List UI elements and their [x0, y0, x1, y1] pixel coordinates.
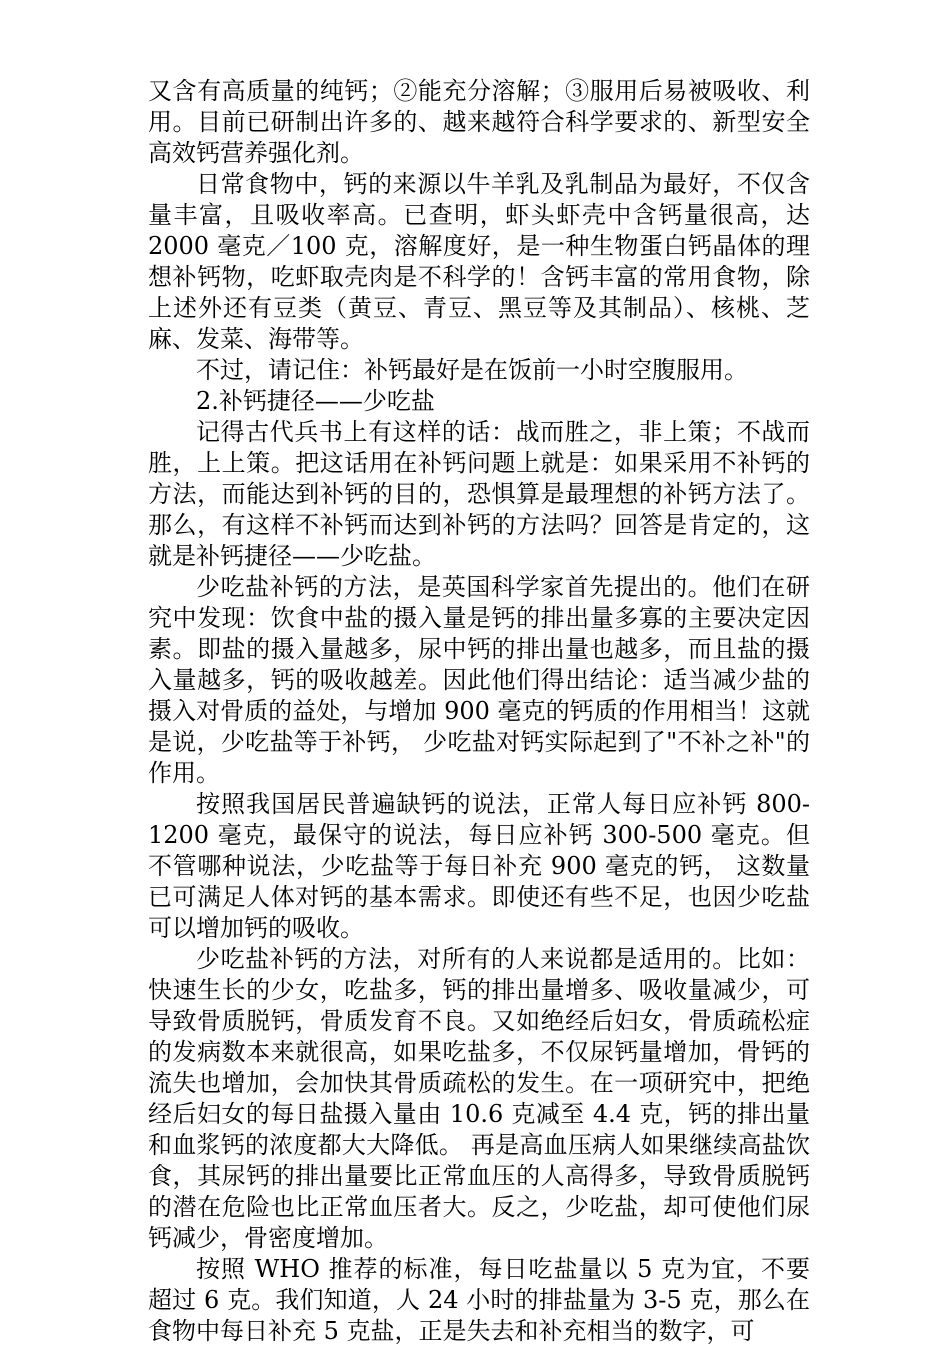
- paragraph-daily-requirement: 按照我国居民普遍缺钙的说法，正常人每日应补钙 800-1200 毫克，最保守的说法，每日应补钙 300-500 毫克。但不管哪种说法，少吃盐等于每日补充 900 毫克的钙， 这数量已可满足人体对钙的基本需求。即使还有些不足，也因少吃盐可以增加钙的吸收。: [148, 790, 810, 942]
- paragraph-reminder: 不过，请记住：补钙最好是在饭前一小时空腹服用。: [196, 356, 748, 384]
- paragraph-military-analogy: 记得古代兵书上有这样的话：战而胜之，非上策；不战而胜，上上策。把这话用在补钙问题上就是：如果采用不补钙的方法，而能达到补钙的目的，恐惧算是最理想的补钙方法了。那么，有这样不补钙而达到补钙的方法吗？回答是肯定的，这就是补钙捷径——少吃盐。: [148, 418, 810, 570]
- paragraph-continuation: 又含有高质量的纯钙；②能充分溶解；③服用后易被吸收、利用。目前已研制出许多的、越来越符合科学要求的、新型安全高效钙营养强化剂。: [148, 77, 810, 167]
- paragraph-british-research: 少吃盐补钙的方法，是英国科学家首先提出的。他们在研究中发现：饮食中盐的摄入量是钙的排出量多寡的主要决定因素。即盐的摄入量越多，尿中钙的排出量也越多，而且盐的摄入量越多，钙的吸收越差。因此他们得出结论：适当减少盐的摄入对骨质的益处，与增加 900 毫克的钙质的作用相当！这就是说，少吃盐等于补钙， 少吃盐对钙实际起到了"不补之补"的作用。: [148, 573, 810, 787]
- paragraph-applicability: 少吃盐补钙的方法，对所有的人来说都是适用的。比如：快速生长的少女，吃盐多，钙的排出量增多、吸收量减少，可导致骨质脱钙，骨质发育不良。又如绝经后妇女，骨质疏松症的发病数本来就很高，如果吃盐多，不仅尿钙量增加，骨钙的流失也增加，会加快其骨质疏松的发生。在一项研究中，把绝经后妇女的每日盐摄入量由 10.6 克减至 4.4 克，钙的排出量和血浆钙的浓度都大大降低。 再是高血压病人如果继续高盐饮食，其尿钙的排出量要比正常血压的人高得多，导致骨质脱钙的潜在危险也比正常血压者大。反之，少吃盐，却可使他们尿钙减少，骨密度增加。: [148, 945, 810, 1252]
- paragraph-who-standard: 按照 WHO 推荐的标准，每日吃盐量以 5 克为宜，不要超过 6 克。我们知道，人 24 小时的排盐量为 3-5 克，那么在食物中每日补充 5 克盐，正是失去和补充相当的数字，可: [148, 1255, 810, 1345]
- paragraph-calcium-sources: 日常食物中，钙的来源以牛羊乳及乳制品为最好，不仅含量丰富，且吸收率高。已查明，虾头虾壳中含钙量很高，达 2000 毫克／100 克，溶解度好，是一种生物蛋白钙晶体的理想补钙物，吃虾取壳肉是不科学的！含钙丰富的常用食物，除上述外还有豆类（黄豆、青豆、黑豆等及其制品）、核桃、芝麻、发菜、海带等。: [148, 170, 810, 353]
- section-heading: 2.补钙捷径——少吃盐: [196, 387, 435, 415]
- document-page: [148, 76, 810, 1347]
